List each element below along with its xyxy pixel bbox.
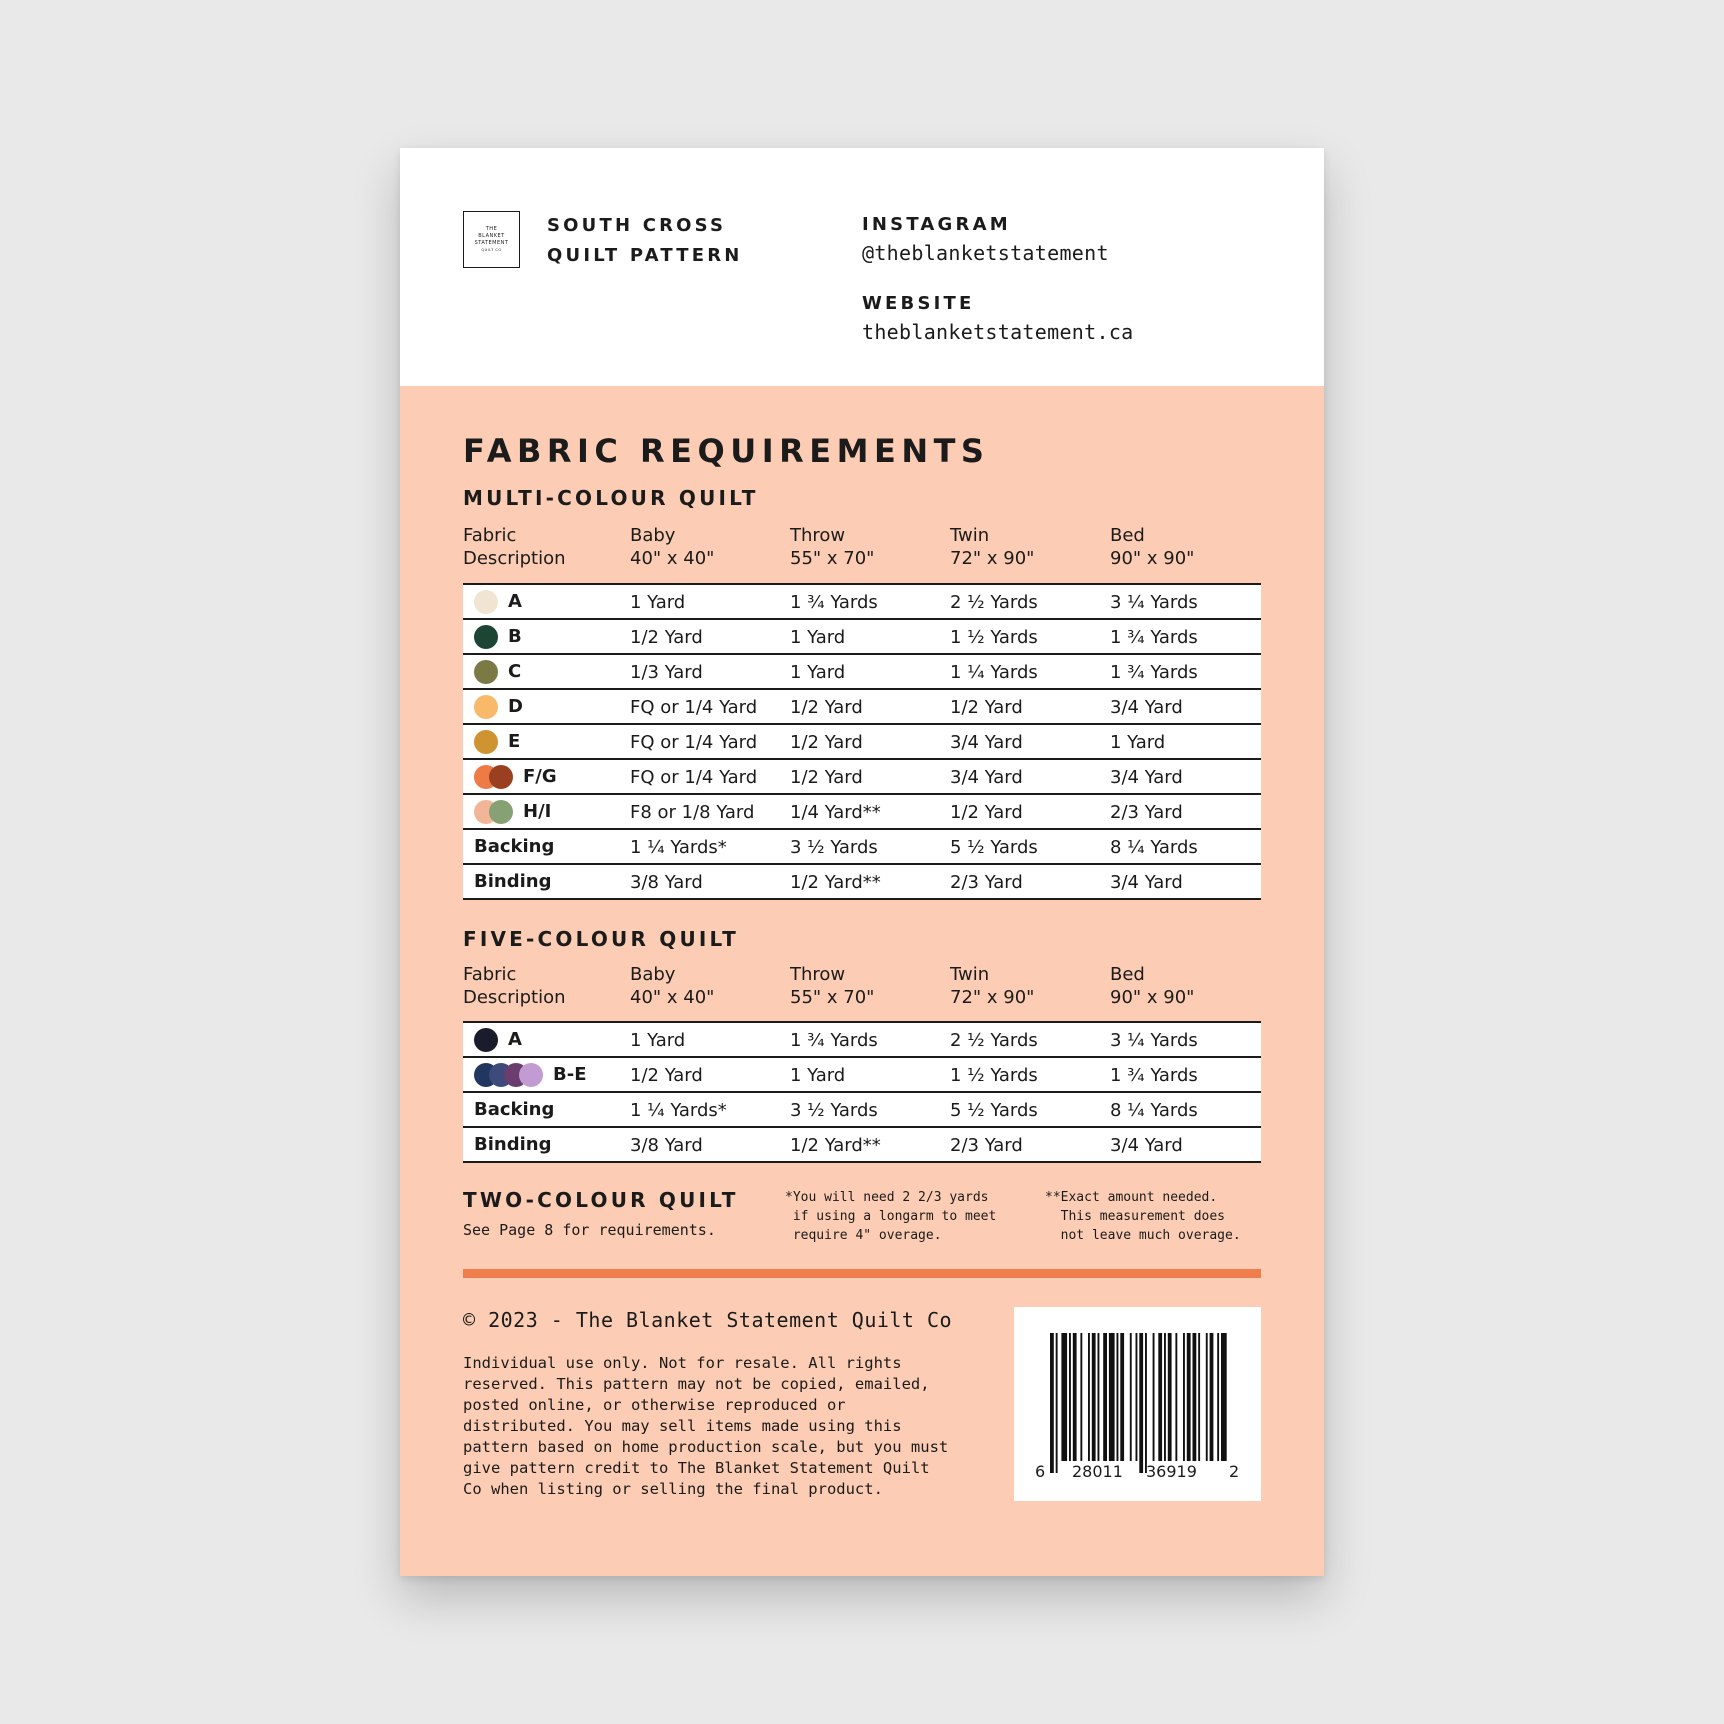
fabric-cell — [474, 1023, 522, 1056]
two-colour-note: See Page 8 for requirements. — [463, 1221, 716, 1239]
amount-cell: 1/4 Yard** — [790, 802, 881, 823]
fabric-label: A — [508, 1029, 522, 1050]
fabric-swatch-icon — [519, 1063, 543, 1087]
table-row — [463, 690, 1261, 725]
amount-cell: 1 ¾ Yards — [790, 1030, 878, 1051]
table-row — [463, 865, 1261, 900]
amount-cell: 3 ½ Yards — [790, 1100, 878, 1121]
amount-cell: 1 ½ Yards — [950, 627, 1038, 648]
instagram-label: INSTAGRAM — [862, 214, 1011, 235]
table-row — [463, 620, 1261, 655]
fabric-label: B — [508, 626, 522, 647]
barcode-bar — [1109, 1333, 1115, 1461]
amount-cell: 1 Yard — [630, 592, 686, 613]
table-row — [463, 1093, 1261, 1128]
barcode-bar — [1098, 1333, 1100, 1461]
logo-line: STATEMENT — [474, 239, 509, 246]
amount-cell: 1/2 Yard** — [790, 1135, 881, 1156]
barcode-bar — [1168, 1333, 1172, 1461]
barcode-bar — [1139, 1333, 1143, 1473]
barcode-bar — [1130, 1333, 1132, 1461]
barcode-bar — [1103, 1333, 1107, 1461]
barcode-bar — [1050, 1333, 1054, 1473]
table-row — [463, 795, 1261, 830]
amount-cell: 3/4 Yard — [1110, 697, 1183, 718]
amount-cell: 1 Yard — [790, 662, 846, 683]
fabric-swatch-icon — [474, 695, 498, 719]
barcode-digits-left: 28011 — [1072, 1462, 1123, 1481]
amount-cell: 1 Yard — [1110, 732, 1166, 753]
amount-cell: 3/4 Yard — [1110, 767, 1183, 788]
barcode-bar — [1136, 1333, 1138, 1461]
barcode-bars — [1014, 1307, 1261, 1501]
amount-cell: 3 ½ Yards — [790, 837, 878, 858]
fabric-label: H/I — [523, 801, 552, 822]
amount-cell: 2 ½ Yards — [950, 1030, 1038, 1051]
amount-cell: 5 ½ Yards — [950, 1100, 1038, 1121]
fabric-swatch-icon — [474, 660, 498, 684]
fabric-cell — [474, 655, 521, 688]
amount-cell: 1/2 Yard — [950, 802, 1023, 823]
barcode — [1014, 1307, 1261, 1501]
fabric-label: Binding — [474, 1134, 552, 1155]
website-link[interactable]: theblanketstatement.ca — [862, 320, 1134, 344]
amount-cell: 3/8 Yard — [630, 1135, 703, 1156]
table-row — [463, 1128, 1261, 1163]
amount-cell: 3/4 Yard — [950, 732, 1023, 753]
footnote-single-asterisk: *You will need 2 2/3 yards if using a longarm to meet require 4" overage. — [785, 1190, 997, 1243]
fabric-swatch-icon — [474, 625, 498, 649]
amount-cell: 1/2 Yard — [790, 767, 863, 788]
column-header-throw: Throw 55" x 70" — [790, 525, 875, 569]
amount-cell: 3/8 Yard — [630, 872, 703, 893]
fabric-swatch-icon — [474, 1028, 498, 1052]
fabric-label: Backing — [474, 836, 555, 857]
fabric-cell — [474, 725, 520, 758]
amount-cell: 2/3 Yard — [950, 1135, 1023, 1156]
barcode-bar — [1120, 1333, 1124, 1461]
fabric-cell — [474, 830, 554, 863]
fabric-label: B-E — [553, 1064, 587, 1085]
amount-cell: 3/4 Yard — [1110, 872, 1183, 893]
fabric-label: F/G — [523, 766, 557, 787]
fabric-cell — [474, 1128, 551, 1161]
amount-cell: 2/3 Yard — [1110, 802, 1183, 823]
barcode-bar — [1073, 1333, 1077, 1461]
barcode-bar — [1153, 1333, 1155, 1461]
barcode-bar — [1187, 1333, 1191, 1461]
amount-cell: FQ or 1/4 Yard — [630, 767, 758, 788]
amount-cell: 1/3 Yard — [630, 662, 703, 683]
table-row — [463, 760, 1261, 795]
fabric-label: D — [508, 696, 523, 717]
fabric-cell — [474, 585, 522, 618]
multi-colour-table — [463, 583, 1261, 900]
amount-cell: 1 Yard — [790, 627, 846, 648]
fabric-label: E — [508, 731, 521, 752]
five-colour-table — [463, 1021, 1261, 1163]
amount-cell: 1 ¾ Yards — [1110, 662, 1198, 683]
fabric-swatch-icon — [474, 730, 498, 754]
fabric-label: A — [508, 591, 522, 612]
amount-cell: 1/2 Yard — [790, 732, 863, 753]
fabric-label: Binding — [474, 871, 552, 892]
amount-cell: FQ or 1/4 Yard — [630, 732, 758, 753]
amount-cell: 8 ¼ Yards — [1110, 837, 1198, 858]
fabric-cell — [474, 795, 551, 828]
brand-logo — [463, 211, 520, 268]
column-header-throw: Throw 55" x 70" — [790, 964, 875, 1008]
barcode-bar — [1206, 1333, 1208, 1461]
fabric-cell — [474, 1093, 554, 1126]
table-row — [463, 1023, 1261, 1058]
barcode-digit-last: 2 — [1229, 1462, 1240, 1481]
pattern-back-cover — [400, 148, 1324, 1576]
barcode-bar — [1217, 1333, 1219, 1461]
amount-cell: 1 ¼ Yards* — [630, 1100, 727, 1121]
amount-cell: 3 ¼ Yards — [1110, 592, 1198, 613]
amount-cell: 8 ¼ Yards — [1110, 1100, 1198, 1121]
accent-divider — [463, 1269, 1261, 1278]
table-row — [463, 830, 1261, 865]
barcode-bar — [1198, 1333, 1200, 1461]
footnote-double-asterisk: **Exact amount needed. This measurement does not leave much overage. — [1045, 1190, 1241, 1243]
amount-cell: 3/4 Yard — [950, 767, 1023, 788]
pattern-title-line-2: QUILT PATTERN — [547, 245, 743, 266]
table-row — [463, 725, 1261, 760]
website-label: WEBSITE — [862, 293, 975, 314]
table-row — [463, 655, 1261, 690]
amount-cell: 1 ¼ Yards* — [630, 837, 727, 858]
barcode-bar — [1056, 1333, 1058, 1473]
column-header-twin: Twin 72" x 90" — [950, 525, 1035, 569]
barcode-bar — [1092, 1333, 1096, 1461]
amount-cell: 1/2 Yard — [950, 697, 1023, 718]
amount-cell: 1 Yard — [790, 1065, 846, 1086]
amount-cell: 3/4 Yard — [1110, 1135, 1183, 1156]
barcode-bar — [1061, 1333, 1067, 1461]
amount-cell: FQ or 1/4 Yard — [630, 697, 758, 718]
barcode-bar — [1210, 1333, 1214, 1461]
fabric-swatch-icon — [489, 765, 513, 789]
barcode-bar — [1183, 1333, 1185, 1461]
fabric-label: Backing — [474, 1099, 555, 1120]
barcode-bar — [1145, 1333, 1147, 1473]
column-header-bed: Bed 90" x 90" — [1110, 525, 1195, 569]
fabric-label: C — [508, 661, 522, 682]
barcode-bar — [1158, 1333, 1162, 1461]
cover-header — [400, 148, 1324, 386]
column-header-fabric: Fabric Description — [463, 525, 566, 569]
amount-cell: 2 ½ Yards — [950, 592, 1038, 613]
barcode-digits-right: 36919 — [1146, 1462, 1197, 1481]
logo-line: QUILT CO — [481, 247, 502, 252]
fabric-cell — [474, 865, 551, 898]
barcode-bar — [1193, 1333, 1197, 1461]
logo-line: THE — [485, 225, 498, 232]
amount-cell: 1 Yard — [630, 1030, 686, 1051]
fabric-cell — [474, 620, 522, 653]
barcode-bar — [1088, 1333, 1090, 1461]
amount-cell: 1 ¾ Yards — [1110, 1065, 1198, 1086]
amount-cell: 3 ¼ Yards — [1110, 1030, 1198, 1051]
amount-cell: 1/2 Yard — [630, 1065, 703, 1086]
column-header-baby: Baby 40" x 40" — [630, 525, 715, 569]
fabric-swatch-icon — [489, 800, 513, 824]
table-row — [463, 585, 1261, 620]
column-header-bed: Bed 90" x 90" — [1110, 964, 1195, 1008]
column-header-twin: Twin 72" x 90" — [950, 964, 1035, 1008]
instagram-handle[interactable]: @theblanketstatement — [862, 241, 1109, 265]
pattern-title-line-1: SOUTH CROSS — [547, 215, 727, 236]
amount-cell: 1/2 Yard** — [790, 872, 881, 893]
amount-cell: 1/2 Yard — [630, 627, 703, 648]
five-colour-heading: FIVE-COLOUR QUILT — [463, 927, 740, 951]
amount-cell: 1 ¾ Yards — [1110, 627, 1198, 648]
amount-cell: F8 or 1/8 Yard — [630, 802, 755, 823]
legal-text: Individual use only. Not for resale. All rights reserved. This pattern may not be copied, emailed, posted online, or otherwise reproduced or distributed. You may sell items made using this pattern based on home production scale, but you must give pattern credit to The Blanket Statement Quilt Co when listing or selling the final product. — [463, 1354, 949, 1498]
column-header-baby: Baby 40" x 40" — [630, 964, 715, 1008]
fabric-cell — [474, 690, 523, 723]
amount-cell: 5 ½ Yards — [950, 837, 1038, 858]
fabric-cell — [474, 1058, 587, 1091]
amount-cell: 1 ¼ Yards — [950, 662, 1038, 683]
fabric-requirements-heading: FABRIC REQUIREMENTS — [463, 432, 990, 470]
amount-cell: 1 ¾ Yards — [790, 592, 878, 613]
amount-cell: 1/2 Yard — [790, 697, 863, 718]
barcode-bar — [1164, 1333, 1166, 1461]
column-header-fabric: Fabric Description — [463, 964, 566, 1008]
table-row — [463, 1058, 1261, 1093]
barcode-digit-first: 6 — [1035, 1462, 1046, 1481]
barcode-bar — [1175, 1333, 1177, 1461]
barcode-bar — [1069, 1333, 1071, 1461]
fabric-cell — [474, 760, 557, 793]
copyright-notice: © 2023 - The Blanket Statement Quilt Co — [463, 1308, 953, 1332]
fabric-swatch-icon — [474, 590, 498, 614]
amount-cell: 2/3 Yard — [950, 872, 1023, 893]
multi-colour-heading: MULTI-COLOUR QUILT — [463, 486, 759, 510]
barcode-bar — [1221, 1333, 1227, 1461]
amount-cell: 1 ½ Yards — [950, 1065, 1038, 1086]
barcode-bar — [1080, 1333, 1082, 1461]
two-colour-heading: TWO-COLOUR QUILT — [463, 1188, 739, 1212]
barcode-bar — [1117, 1333, 1119, 1461]
logo-line: BLANKET — [478, 232, 505, 239]
